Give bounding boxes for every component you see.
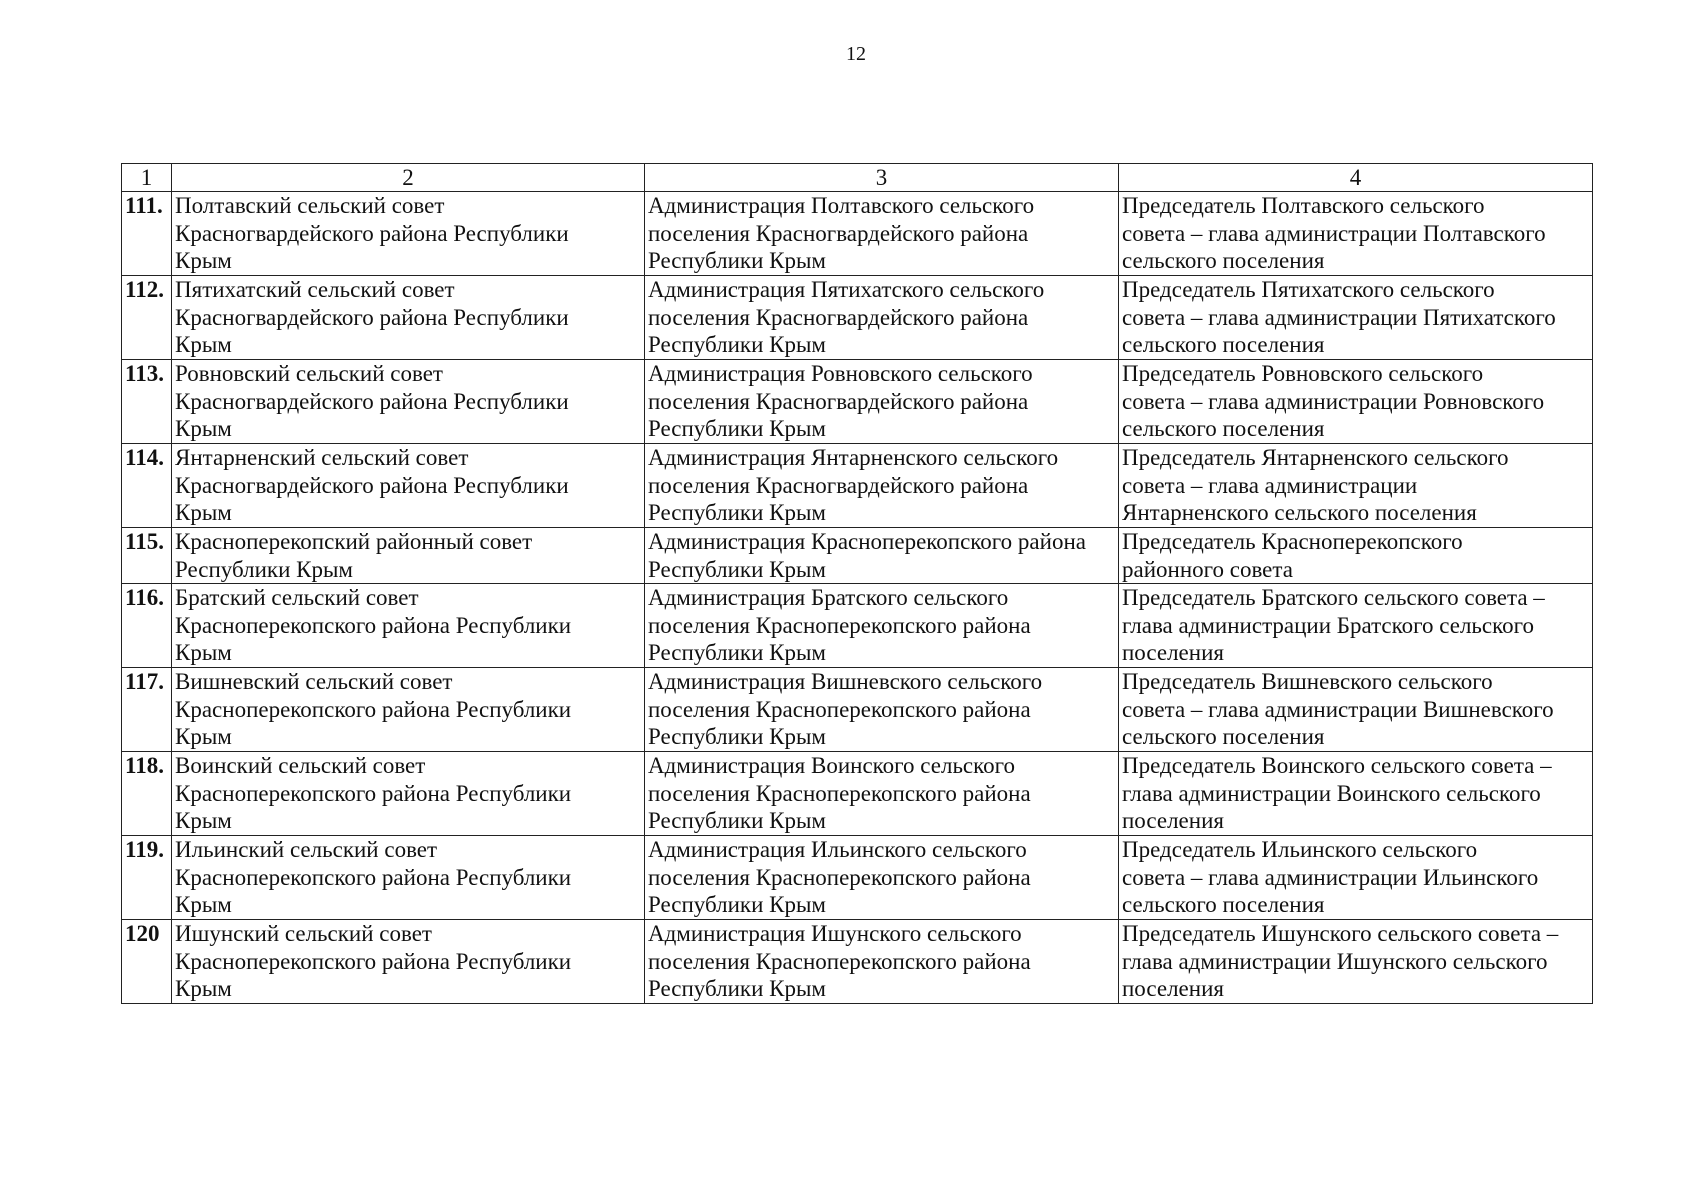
cell-line: Председатель Воинского сельского совета –	[1122, 753, 1552, 778]
cell-line: Крым	[175, 808, 232, 833]
administration-cell	[645, 836, 1119, 920]
row-number: 117.	[122, 668, 172, 752]
administration-cell	[645, 360, 1119, 444]
cell-line: сельского поселения	[1122, 332, 1325, 357]
cell-line: сельского поселения	[1122, 892, 1325, 917]
cell-line: поселения Красноперекопского района	[648, 864, 1031, 890]
council-cell	[172, 668, 645, 752]
cell-line: Красноперекопского района Республики	[175, 696, 572, 722]
cell-line: сельского поселения	[1122, 724, 1325, 749]
cell-line: совета – глава администрации Пятихатского	[1122, 304, 1556, 330]
row-number: 114.	[122, 444, 172, 528]
cell-line: Республики Крым	[648, 332, 826, 357]
cell-line: Председатель Ильинского сельского	[1122, 837, 1478, 862]
cell-line: глава администрации Воинского сельского	[1122, 780, 1541, 806]
table-body	[122, 192, 1593, 1004]
cell-line: Крым	[175, 640, 232, 665]
cell-line: сельского поселения	[1122, 416, 1325, 441]
head-cell	[1119, 528, 1593, 584]
cell-line: Красногвардейского района Республики	[175, 472, 569, 498]
cell-line: Администрация Ровновского сельского	[648, 361, 1033, 386]
cell-line: Председатель Вишневского сельского	[1122, 669, 1493, 694]
cell-line: совета – глава администрации Полтавского	[1122, 220, 1546, 246]
row-number: 112.	[122, 276, 172, 360]
administration-cell	[645, 444, 1119, 528]
table-row	[122, 920, 1593, 1004]
table-row	[122, 444, 1593, 528]
cell-line: Янтарненского сельского поселения	[1122, 500, 1477, 525]
head-cell	[1119, 668, 1593, 752]
council-cell	[172, 584, 645, 668]
head-cell	[1119, 836, 1593, 920]
council-cell	[172, 920, 645, 1004]
cell-line: Ишунский сельский совет	[175, 921, 432, 946]
head-cell	[1119, 444, 1593, 528]
cell-line: Республики Крым	[648, 556, 826, 582]
cell-line: Республики Крым	[648, 976, 826, 1001]
council-cell	[172, 444, 645, 528]
table-row	[122, 528, 1593, 584]
head-cell	[1119, 192, 1593, 276]
cell-line: поселения	[1122, 808, 1224, 833]
cell-line: Полтавский сельский совет	[175, 193, 445, 218]
cell-line: Братский сельский совет	[175, 585, 419, 610]
cell-line: поселения Красноперекопского района	[648, 780, 1031, 806]
table-row	[122, 360, 1593, 444]
table-header-row	[122, 164, 1593, 192]
column-header: 1	[122, 164, 172, 192]
cell-line: Администрация Воинского сельского	[648, 753, 1016, 778]
cell-line: Республики Крым	[175, 556, 353, 582]
cell-line: Председатель Красноперекопского	[1122, 529, 1463, 554]
council-cell	[172, 276, 645, 360]
administration-cell	[645, 752, 1119, 836]
cell-line: Красногвардейского района Республики	[175, 220, 569, 246]
council-cell	[172, 360, 645, 444]
row-number: 115.	[122, 528, 172, 584]
cell-line: поселения	[1122, 640, 1224, 665]
cell-line: Крым	[175, 500, 232, 525]
cell-line: Красногвардейского района Республики	[175, 388, 569, 414]
column-header: 2	[172, 164, 645, 192]
cell-line: Администрация Ильинского сельского	[648, 837, 1027, 862]
cell-line: Председатель Ишунского сельского совета –	[1122, 921, 1559, 946]
head-cell	[1119, 276, 1593, 360]
council-cell	[172, 528, 645, 584]
table-row	[122, 584, 1593, 668]
cell-line: совета – глава администрации Ровновского	[1122, 388, 1545, 414]
cell-line: Крым	[175, 332, 232, 357]
cell-line: Крым	[175, 248, 232, 273]
cell-line: Республики Крым	[648, 724, 826, 749]
cell-line: поселения Красногвардейского района	[648, 388, 1029, 414]
cell-line: Республики Крым	[648, 892, 826, 917]
page-number: 12	[846, 43, 866, 65]
cell-line: Администрация Вишневского сельского	[648, 669, 1043, 694]
cell-line: глава администрации Братского сельского	[1122, 612, 1535, 638]
cell-line: Красноперекопский районный совет	[175, 529, 533, 554]
cell-line: Красноперекопского района Республики	[175, 864, 572, 890]
cell-line: Администрация Красноперекопского района	[648, 529, 1086, 554]
head-cell	[1119, 584, 1593, 668]
cell-line: Администрация Полтавского сельского	[648, 193, 1035, 218]
cell-line: Председатель Полтавского сельского	[1122, 193, 1485, 218]
cell-line: Администрация Янтарненского сельского	[648, 445, 1059, 470]
cell-line: поселения	[1122, 976, 1224, 1001]
row-number: 120	[122, 920, 172, 1004]
column-header: 3	[645, 164, 1119, 192]
cell-line: Республики Крым	[648, 640, 826, 665]
row-number: 111.	[122, 192, 172, 276]
cell-line: Янтарненский сельский совет	[175, 445, 469, 470]
head-cell	[1119, 360, 1593, 444]
cell-line: Красноперекопского района Республики	[175, 612, 572, 638]
administration-cell	[645, 528, 1119, 584]
row-number: 116.	[122, 584, 172, 668]
column-header: 4	[1119, 164, 1593, 192]
administration-cell	[645, 276, 1119, 360]
cell-line: поселения Красноперекопского района	[648, 948, 1031, 974]
cell-line: Ровновский сельский совет	[175, 361, 443, 386]
cell-line: Администрация Ишунского сельского	[648, 921, 1022, 946]
cell-line: Республики Крым	[648, 500, 826, 525]
cell-line: Председатель Янтарненского сельского	[1122, 445, 1509, 470]
row-number: 113.	[122, 360, 172, 444]
administration-cell	[645, 584, 1119, 668]
cell-line: поселения Красногвардейского района	[648, 472, 1029, 498]
cell-line: Председатель Братского сельского совета –	[1122, 585, 1545, 610]
cell-line: Красноперекопского района Республики	[175, 780, 572, 806]
cell-line: Республики Крым	[648, 416, 826, 441]
cell-line: глава администрации Ишунского сельского	[1122, 948, 1548, 974]
row-number: 119.	[122, 836, 172, 920]
head-cell	[1119, 752, 1593, 836]
cell-line: поселения Красноперекопского района	[648, 612, 1031, 638]
cell-line: Красногвардейского района Республики	[175, 304, 569, 330]
cell-line: сельского поселения	[1122, 248, 1325, 273]
cell-line: Вишневский сельский совет	[175, 669, 453, 694]
council-cell	[172, 192, 645, 276]
cell-line: Председатель Пятихатского сельского	[1122, 277, 1495, 302]
cell-line: совета – глава администрации Ильинского	[1122, 864, 1539, 890]
cell-line: поселения Красноперекопского района	[648, 696, 1031, 722]
cell-line: Крым	[175, 724, 232, 749]
cell-line: поселения Красногвардейского района	[648, 304, 1029, 330]
cell-line: Председатель Ровновского сельского	[1122, 361, 1484, 386]
cell-line: Воинский сельский совет	[175, 753, 426, 778]
cell-line: Крым	[175, 892, 232, 917]
cell-line: Крым	[175, 416, 232, 441]
administration-cell	[645, 668, 1119, 752]
cell-line: Красноперекопского района Республики	[175, 948, 572, 974]
administration-cell	[645, 192, 1119, 276]
cell-line: Республики Крым	[648, 248, 826, 273]
council-cell	[172, 836, 645, 920]
head-cell	[1119, 920, 1593, 1004]
table-row	[122, 668, 1593, 752]
table-row	[122, 752, 1593, 836]
cell-line: Ильинский сельский совет	[175, 837, 438, 862]
table-row	[122, 192, 1593, 276]
entities-table	[121, 163, 1593, 1004]
cell-line: поселения Красногвардейского района	[648, 220, 1029, 246]
table-row	[122, 276, 1593, 360]
table-row	[122, 836, 1593, 920]
council-cell	[172, 752, 645, 836]
cell-line: совета – глава администрации Вишневского	[1122, 696, 1554, 722]
cell-line: совета – глава администрации	[1122, 472, 1418, 498]
row-number: 118.	[122, 752, 172, 836]
cell-line: Администрация Пятихатского сельского	[648, 277, 1045, 302]
cell-line: Администрация Братского сельского	[648, 585, 1009, 610]
cell-line: районного совета	[1122, 556, 1293, 582]
cell-line: Пятихатский сельский совет	[175, 277, 455, 302]
cell-line: Крым	[175, 976, 232, 1001]
cell-line: Республики Крым	[648, 808, 826, 833]
administration-cell	[645, 920, 1119, 1004]
